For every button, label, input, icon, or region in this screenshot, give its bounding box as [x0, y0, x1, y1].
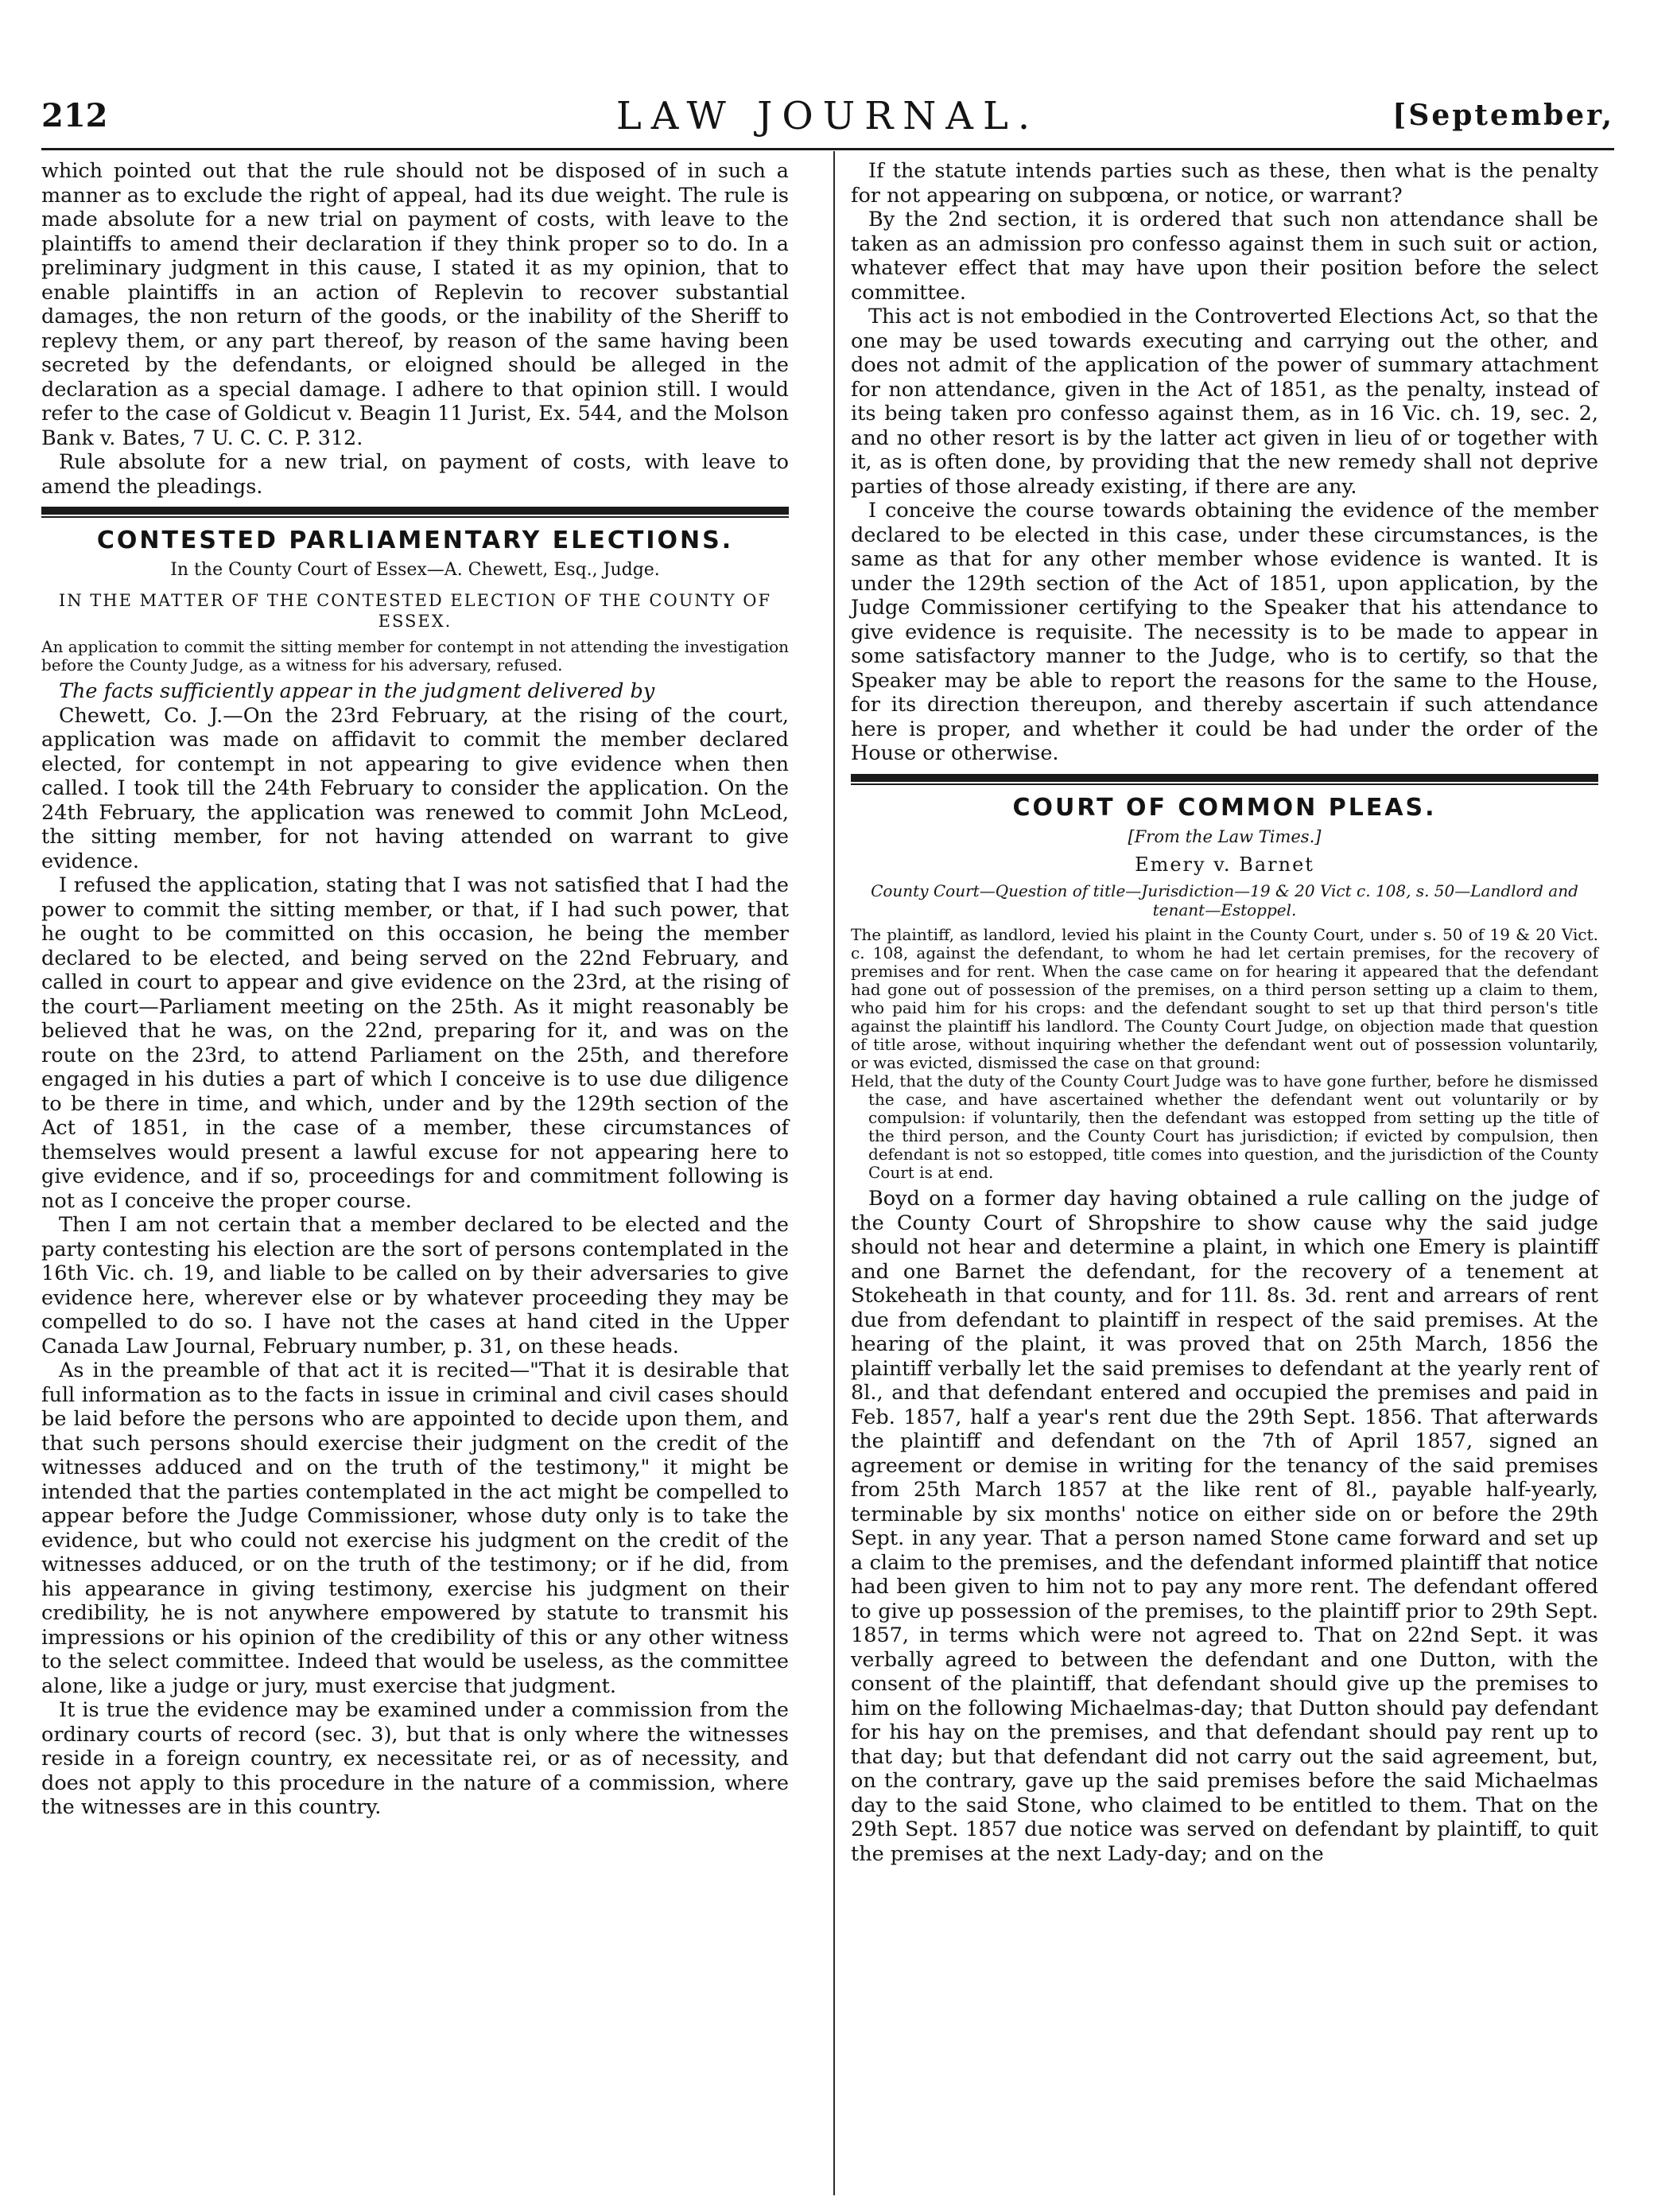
paragraph: I refused the application, stating that I was not satisfied that I had the power to commit the sitting member, or that, if I had such power, that he ought to be committed on this occasion, he being the member declared to be elected, and being served on the 22nd February, and called in court to appear and give evidence on the 23rd, at the rising of the court—Parliament meeting on the 25th. As it might reasonably be believed that he was, on the 22nd, preparing for it, and was on the route on the 23rd, to attend Parliament on the 25th, and therefore engaged in his duties a part of which I conceive is to use due diligence to be there in time, and which, under and by the 129th section of the Act of 1851, in the case of a member, these circumstances of themselves would present a lawful excuse for not appearing here to give evidence, and if so, proceedings for and commitment following is not as I conceive the proper course.	[41, 873, 789, 1213]
header-rule	[41, 148, 1614, 150]
running-head	[41, 94, 1614, 142]
journal-title: LAW JOURNAL.	[615, 94, 1040, 138]
section-rule-heavy	[851, 774, 1598, 782]
column-divider	[833, 151, 835, 2195]
section-rule-thin	[41, 516, 789, 518]
left-column	[41, 159, 789, 1820]
court-line: In the County Court of Essex—A. Chewett, Esq., Judge.	[170, 559, 660, 580]
paragraph: I conceive the course towards obtaining the evidence of the member declared to be elected in this case, under these circumstances, is the same as that for any other member whose evidence is wanted. It is under the 129th section of the Act of 1851, upon application, by the Judge Commissioner certifying to the Speaker that his attendance to give evidence is requisite. The necessity is to be made to appear in some satisfactory manner to the Judge, who is to certify, so that the Speaker may be able to report the reasons for the same to the House, for its direction thereupon, and thereby ascertain if such attendance here is proper, and whether it could be had under the order of the House or otherwise.	[851, 499, 1598, 765]
paragraph: Boyd on a former day having obtained a rule calling on the judge of the County Court of Shropshire to show cause why the said judge should not hear and determine a plaint, in which one Emery is plaintiff and one Barnet the defendant, for the recovery of a tenement at Stokeheath in that county, and for 11l. 8s. 3d. rent and arrears of rent due from defendant to plaintiff in respect of the said premises. At the hearing of the plaint, it was proved that on 25th March, 1856 the plaintiff verbally let the said premises to defendant at the yearly rent of 8l., and that defendant entered and occupied the premises and paid in Feb. 1857, half a year's rent due the 29th Sept. 1856. That afterwards the plaintiff and defendant on the 7th of April 1857, signed an agreement or demise in writing for the tenancy of the said premises from 25th March 1857 at the like rent of 8l., payable half-yearly, terminable by six months' notice on either side on or before the 29th Sept. in any year. That a person named Stone came forward and set up a claim to the premises, and the defendant informed plaintiff that notice had been given to him not to pay any more rent. The defendant offered to give up possession of the premises, to the plaintiff prior to 29th Sept. 1857, in terms which were not agreed to. That on 22nd Sept. it was verbally agreed to between the defendant and one Dutton, with the consent of the plaintiff, that defendant should give up the premises to him on the following Michaelmas-day; that Dutton should pay defendant for his hay on the premises, and that defendant should pay rent up to that day; but that defendant did not carry out the said agreement, but, on the contrary, gave up the said premises before the said Michaelmas day to the said Stone, who claimed to be entitled to them. That on the 29th Sept. 1857 due notice was served on defendant by plaintiff, to quit the premises at the next Lady-day; and on the	[851, 1187, 1598, 1866]
source-line: [From the Law Times.]	[1128, 827, 1322, 846]
matter-line: IN THE MATTER OF THE CONTESTED ELECTION OF THE COUNTY OF ESSEX.	[58, 591, 772, 631]
paragraph: This act is not embodied in the Controverted Elections Act, so that the one may be used towards executing and carrying out the other, and does not admit of the application of the power of summary attachment for non attendance, given in the Act of 1851, as the penalty, instead of its being taken pro confesso against them, as in 16 Vic. ch. 19, sec. 2, and no other resort is by the latter act given in lieu of or together with it, as is often done, by providing that the new remedy shall not deprive parties of those already existing, if there are any.	[851, 305, 1598, 499]
case-title: COURT OF COMMON PLEAS.	[1012, 793, 1437, 822]
paragraph: As in the preamble of that act it is recited—"That it is desirable that full information as to the facts in issue in criminal and civil cases should be laid before the persons who are appointed to decide upon them, and that such persons should exercise their judgment on the credit of the witnesses adduced and on the truth of the testimony," it might be intended that the parties contemplated in the act might be compelled to appear before the Judge Commissioner, whose duty only is to take the evidence, but who could not exercise his judgment on the credit of the witnesses adduced, or on the truth of the testimony; or if he did, from his appearance in giving testimony, exercise his judgment on their credibility, he is not anywhere empowered by statute to transmit his impressions or his opinion of the credibility of this or any other witness to the select committee. Indeed that would be useless, as the committee alone, like a judge or jury, must exercise that judgment.	[41, 1359, 789, 1698]
section-rule-heavy	[41, 507, 789, 515]
section-rule-thin	[851, 783, 1598, 785]
paragraph: which pointed out that the rule should not be disposed of in such a manner as to exclude the right of appeal, had its due weight. The rule is made absolute for a new trial on payment of costs, with leave to the plaintiffs to amend their declaration if they think proper so to do. In a preliminary judgment in this cause, I stated it as my opinion, that to enable plaintiffs in an action of Replevin to recover substantial damages, the non return of the goods, or the inability of the Sheriff to replevy them, or any part thereof, by reason of the same having been secreted by the defendants, or eloigned should be alleged in the declaration as a special damage. I adhere to that opinion still. I would refer to the case of Goldicut v. Beagin 11 Jurist, Ex. 544, and the Molson Bank v. Bates, 7 U. C. C. P. 312.	[41, 159, 789, 450]
page-number: 212	[41, 97, 108, 134]
case-parties: Emery v. Barnet	[1135, 853, 1314, 876]
paragraph: Then I am not certain that a member declared to be elected and the party contesting his election are the sort of persons contemplated in the 16th Vic. ch. 19, and liable to be called on by their adversaries to give evidence here, wherever else or by whatever proceeding they may be compelled to do so. I have not the cases at hand cited in the Upper Canada Law Journal, February number, p. 31, on these heads.	[41, 1213, 789, 1359]
headnote-held: Held, that the duty of the County Court Judge was to have gone further, before he dismissed the case, and have ascertained whether the defendant went out voluntarily or by compulsion: if voluntarily, then the defendant was estopped from setting up the title of the third person, and the County Court has jurisdiction; if evicted by compulsion, then defendant is not so estopped, title comes into question, and the jurisdiction of the County Court is at end.	[851, 1071, 1598, 1182]
paragraph: If the statute intends parties such as these, then what is the penalty for not appearing on subpœna, or notice, or warrant?	[851, 159, 1598, 208]
paragraph: By the 2nd section, it is ordered that such non attendance shall be taken as an admission pro confesso against them in such suit or action, whatever effect that may have upon their position before the select committee.	[851, 208, 1598, 305]
paragraph: It is true the evidence may be examined under a commission from the ordinary courts of record (sec. 3), but that is only where the witnesses reside in a foreign country, ex necessitate rei, or as of necessity, and does not apply to this procedure in the nature of a commission, where the witnesses are in this country.	[41, 1698, 789, 1819]
right-column	[851, 159, 1598, 1866]
headnote-text: An application to commit the sitting member for contempt in not attending the investigation before the County Judge, as a witness for his adversary, refused.	[41, 637, 789, 674]
headnote	[851, 926, 1598, 1182]
paragraph: The facts sufficiently appear in the judgment delivered by	[59, 679, 655, 703]
headnote-text: The plaintiff, as landlord, levied his plaint in the County Court, under s. 50 of 19 & 20 Vict. c. 108, against the defendant, to whom he had let certain premises, for the recovery of premises and for rent. When the case came on for hearing it appeared that the defendant had gone out of possession of the premises, on a third person setting up a claim to them, who paid him for his crops: and the defendant sought to set up that third person's title against the plaintiff his landlord. The County Court Judge, on objection made that question of title arose, without inquiring whether the defendant went out of possession voluntarily, or was evicted, dismissed the case on that ground:	[851, 925, 1598, 1072]
syllabus: County Court—Question of title—Jurisdiction—19 & 20 Vict c. 108, s. 50—Landlord and tenant—Estoppel.	[871, 881, 1578, 919]
paragraph: Chewett, Co. J.—On the 23rd February, at the rising of the court, application was made on affidavit to commit the member declared elected, for contempt in not appearing to give evidence when then called. I took till the 24th February to consider the application. On the 24th February, the application was renewed to commit John McLeod, the sitting member, for not having attended on warrant to give evidence.	[41, 703, 789, 873]
case-title: CONTESTED PARLIAMENTARY ELECTIONS.	[96, 527, 734, 554]
headnote	[41, 638, 789, 674]
month-label: [September,	[1392, 99, 1614, 132]
paragraph: Rule absolute for a new trial, on payment of costs, with leave to amend the pleadings.	[41, 450, 789, 499]
